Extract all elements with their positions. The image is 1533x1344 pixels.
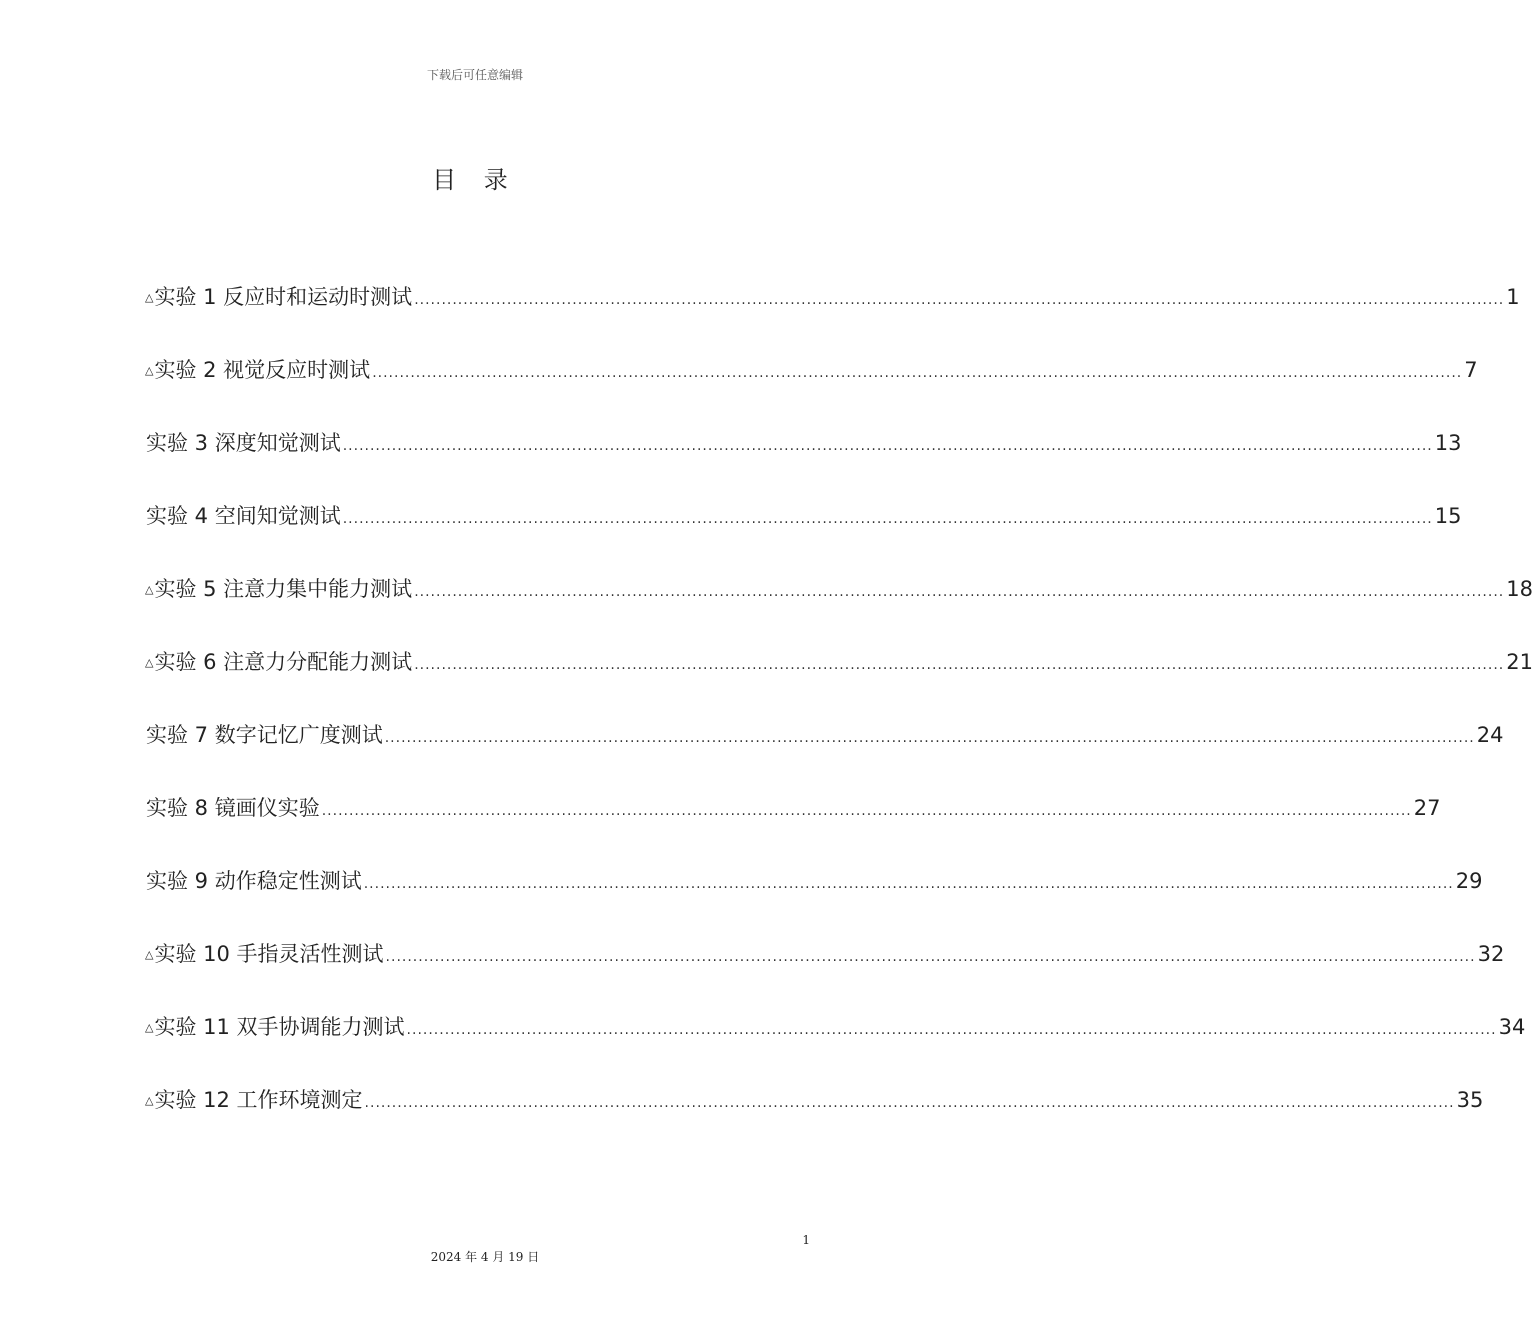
dot-leader: ........................................................................................................................................................................................................ [384,730,1475,746]
toc-list [145,279,1533,1155]
toc-title: 目 录 [432,166,518,194]
toc-entry-label: 实验 5 注意力集中能力测试 [154,577,413,601]
toc-entry-page: 24 [1476,723,1504,747]
toc-entry-label: 实验 1 反应时和运动时测试 [154,285,413,309]
triangle-mark-icon: △ [145,583,154,596]
triangle-mark-icon: △ [145,656,154,669]
dot-leader: ........................................................................................................................................................................................................ [372,365,1463,381]
toc-entry-page: 7 [1464,358,1478,382]
toc-entry-label: 实验 2 视觉反应时测试 [154,358,371,382]
toc-entry-page: 32 [1477,942,1505,966]
toc-entry-page: 1 [1506,285,1520,309]
header-note: 下载后可任意编辑 [426,68,523,82]
toc-entry-page: 35 [1456,1088,1484,1112]
dot-leader: ........................................................................................................................................................................................................ [363,876,1454,892]
toc-entry[interactable] [145,1009,1526,1082]
dot-leader: ........................................................................................................................................................................................................ [342,511,1433,527]
toc-entry-page: 15 [1434,504,1462,528]
toc-entry[interactable] [145,936,1505,1009]
toc-entry[interactable] [145,863,1483,936]
toc-entry-page: 13 [1434,431,1462,455]
dot-leader: ........................................................................................................................................................................................................ [364,1095,1455,1111]
toc-entry[interactable] [145,352,1478,425]
footer-date: 2024 年 4 月 19 日 [430,1250,540,1264]
toc-entry[interactable] [145,279,1520,352]
toc-entry[interactable] [145,1082,1484,1155]
triangle-mark-icon: △ [145,948,154,961]
dot-leader: ........................................................................................................................................................................................................ [342,438,1433,454]
dot-leader: ........................................................................................................................................................................................................ [385,949,1476,965]
dot-leader: ........................................................................................................................................................................................................ [321,803,1412,819]
toc-entry-label: 实验 9 动作稳定性测试 [146,869,362,893]
triangle-mark-icon: △ [145,1021,154,1034]
toc-entry-label: 实验 8 镜画仪实验 [146,796,320,820]
toc-entry[interactable] [145,790,1441,863]
toc-entry[interactable] [145,498,1462,571]
dot-leader: ........................................................................................................................................................................................................ [414,584,1505,600]
dot-leader: ........................................................................................................................................................................................................ [414,657,1505,673]
dot-leader: ........................................................................................................................................................................................................ [406,1022,1497,1038]
toc-entry[interactable] [145,644,1533,717]
toc-entry[interactable] [145,571,1533,644]
toc-entry[interactable] [145,717,1504,790]
toc-entry-page: 34 [1498,1015,1526,1039]
toc-entry-label: 实验 11 双手协调能力测试 [154,1015,405,1039]
toc-entry-label: 实验 7 数字记忆广度测试 [146,723,383,747]
toc-entry[interactable] [145,425,1462,498]
dot-leader: ........................................................................................................................................................................................................ [414,292,1505,308]
toc-entry-page: 29 [1455,869,1483,893]
toc-entry-label: 实验 12 工作环境测定 [154,1088,363,1112]
toc-entry-label: 实验 3 深度知觉测试 [146,431,341,455]
page-number: 1 [802,1233,810,1247]
toc-entry-page: 27 [1413,796,1441,820]
toc-entry-page: 18 [1506,577,1533,601]
toc-entry-page: 21 [1506,650,1533,674]
triangle-mark-icon: △ [145,364,154,377]
triangle-mark-icon: △ [145,1094,154,1107]
triangle-mark-icon: △ [145,291,154,304]
toc-entry-label: 实验 10 手指灵活性测试 [154,942,384,966]
toc-entry-label: 实验 6 注意力分配能力测试 [154,650,413,674]
toc-entry-label: 实验 4 空间知觉测试 [146,504,341,528]
